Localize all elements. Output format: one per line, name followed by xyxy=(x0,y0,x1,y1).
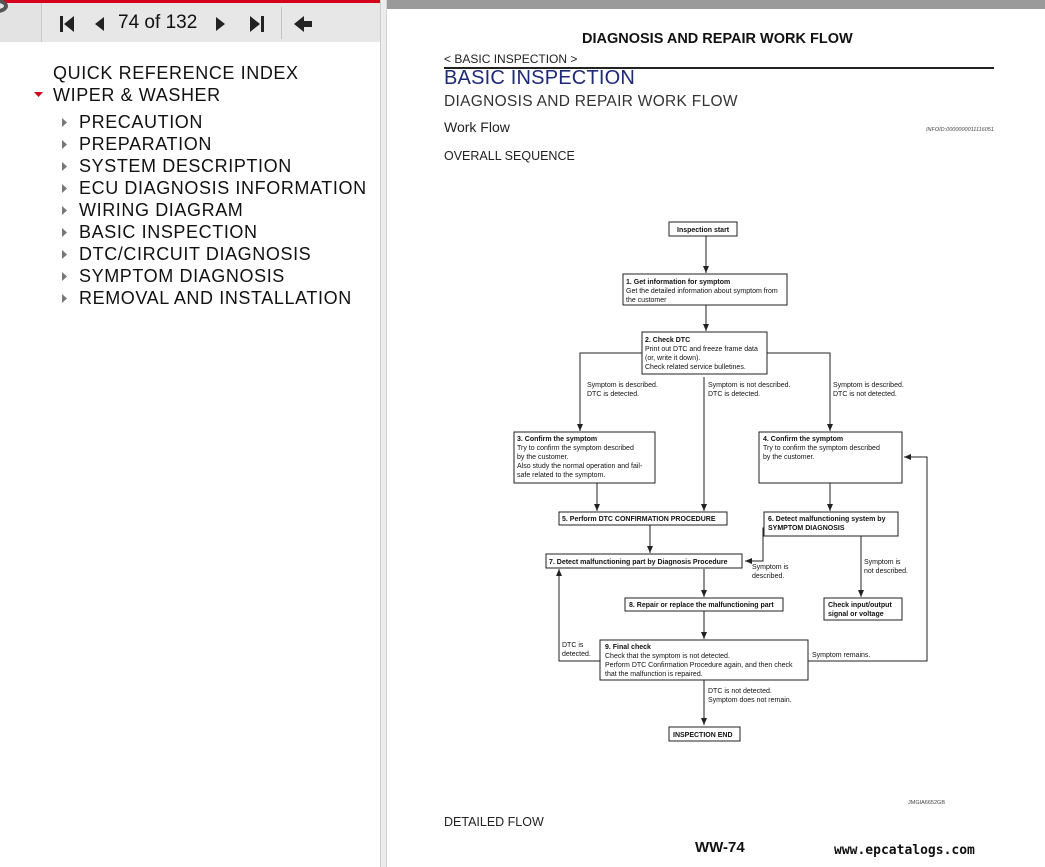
condition-text: Symptom is not described. xyxy=(708,382,791,389)
node-text: safe related to the symptom. xyxy=(517,472,606,479)
flow-condition-not-described xyxy=(864,559,908,575)
flow-node-step5 xyxy=(559,512,727,525)
node-text: Perform DTC Confirmation Procedure again, and then check xyxy=(605,662,793,669)
previous-page-button[interactable] xyxy=(90,10,108,38)
node-text: 4. Confirm the symptom xyxy=(763,436,844,443)
collapsed-arrow-icon xyxy=(58,111,70,133)
node-text: Also study the normal operation and fail- xyxy=(517,463,643,470)
collapsed-arrow-icon xyxy=(58,199,70,221)
skip-to-last-icon xyxy=(248,14,266,34)
condition-text: Symptom does not remain. xyxy=(708,697,792,704)
node-text: Check that the symptom is not detected. xyxy=(605,653,730,660)
flow-node-step4 xyxy=(759,432,902,483)
navigation-pane xyxy=(0,0,380,867)
page-toolbar xyxy=(0,0,380,42)
toc-item-label: WIRING DIAGRAM xyxy=(79,200,244,220)
condition-text: DTC is detected. xyxy=(708,391,761,398)
flow-node-start xyxy=(669,222,737,236)
node-text: 3. Confirm the symptom xyxy=(517,436,598,443)
figure-id: JMGIA6652GB xyxy=(908,800,945,806)
condition-text: Symptom remains. xyxy=(812,652,871,659)
node-text: Inspection start xyxy=(677,227,730,234)
skip-to-first-icon xyxy=(58,14,76,34)
section-title: BASIC INSPECTION xyxy=(444,67,636,89)
flow-condition-left xyxy=(587,382,658,398)
back-button[interactable] xyxy=(290,10,316,38)
watermark: www.epcatalogs.com xyxy=(834,843,975,858)
node-text: INSPECTION END xyxy=(673,732,733,739)
first-page-button[interactable] xyxy=(54,10,80,38)
toc-item-label: ECU DIAGNOSIS INFORMATION xyxy=(79,178,367,198)
page-number: WW-74 xyxy=(695,839,745,856)
condition-text: Symptom is described. xyxy=(833,382,904,389)
page-of-label: of xyxy=(144,12,161,33)
node-text: by the customer. xyxy=(517,454,569,461)
workflow-heading: Work Flow xyxy=(444,119,510,135)
toc-item-label: SYSTEM DESCRIPTION xyxy=(79,156,292,176)
collapsed-arrow-icon xyxy=(58,265,70,287)
condition-text: DTC is not detected. xyxy=(708,688,772,695)
node-text: Check related service bulletines. xyxy=(645,364,746,371)
next-page-button[interactable] xyxy=(212,10,230,38)
toc-item-label: SYMPTOM DIAGNOSIS xyxy=(79,266,285,286)
toc-item-label: WIPER & WASHER xyxy=(53,85,221,105)
condition-text: DTC is detected. xyxy=(587,391,640,398)
node-text: Print out DTC and freeze frame data xyxy=(645,346,758,353)
collapsed-arrow-icon xyxy=(58,221,70,243)
toc-item-label: REMOVAL AND INSTALLATION xyxy=(79,288,352,308)
last-page-button[interactable] xyxy=(244,10,270,38)
node-text: that the malfunction is repaired. xyxy=(605,671,703,678)
flow-node-step2 xyxy=(642,332,767,374)
condition-text: DTC is not detected. xyxy=(833,391,897,398)
flow-node-step8 xyxy=(625,598,783,611)
document-page xyxy=(388,9,1045,867)
logo xyxy=(0,3,42,42)
expanded-arrow-icon xyxy=(32,84,44,106)
flow-condition-dtc-detected xyxy=(562,642,591,658)
section-subtitle: DIAGNOSIS AND REPAIR WORK FLOW xyxy=(444,93,738,110)
condition-text: Symptom is xyxy=(752,564,789,571)
flow-condition-described xyxy=(752,564,789,580)
node-text: the customer xyxy=(626,297,667,304)
toc-item-label: QUICK REFERENCE INDEX xyxy=(53,63,299,83)
flow-node-end xyxy=(669,727,740,741)
back-arrow-icon xyxy=(293,14,313,34)
toc-item-label: BASIC INSPECTION xyxy=(79,222,258,242)
node-text: signal or voltage xyxy=(828,611,884,618)
detailed-flow-heading: DETAILED FLOW xyxy=(444,815,544,829)
collapsed-arrow-icon xyxy=(58,133,70,155)
condition-text: Symptom is xyxy=(864,559,901,566)
breadcrumb: < BASIC INSPECTION > xyxy=(444,52,578,66)
node-text: Get the detailed information about symptom from xyxy=(626,288,778,295)
flow-node-step9 xyxy=(600,640,808,680)
node-text: Try to confirm the symptom described xyxy=(517,445,634,452)
condition-text: DTC is xyxy=(562,642,584,649)
viewer-top-bar xyxy=(387,0,1045,9)
flow-condition-end xyxy=(708,688,792,704)
condition-text: not described. xyxy=(864,568,908,575)
next-page-icon xyxy=(215,14,227,34)
condition-text: described. xyxy=(752,573,785,580)
node-text: 5. Perform DTC CONFIRMATION PROCEDURE xyxy=(562,516,716,523)
info-id: INFOID:0000000011116051 xyxy=(926,127,994,133)
collapsed-arrow-icon xyxy=(58,243,70,265)
condition-text: detected. xyxy=(562,651,591,658)
node-text: 6. Detect malfunctioning system by xyxy=(768,516,886,523)
collapsed-arrow-icon xyxy=(58,287,70,309)
flow-condition-symptom-remains xyxy=(812,652,870,659)
page-header: DIAGNOSIS AND REPAIR WORK FLOW xyxy=(582,31,853,47)
node-text: 8. Repair or replace the malfunctioning part xyxy=(629,602,774,609)
flow-condition-middle xyxy=(708,382,791,398)
node-text: (or, write it down). xyxy=(645,355,701,362)
node-text: Try to confirm the symptom described xyxy=(763,445,880,452)
overall-sequence-heading: OVERALL SEQUENCE xyxy=(444,149,575,163)
toc-item-label: DTC/CIRCUIT DIAGNOSIS xyxy=(79,244,312,264)
flow-node-step3 xyxy=(514,432,655,483)
previous-page-icon xyxy=(93,14,105,34)
page-counter xyxy=(118,12,197,34)
node-text: 1. Get information for symptom xyxy=(626,279,731,286)
collapsed-arrow-icon xyxy=(58,177,70,199)
flow-node-check-io xyxy=(824,598,902,620)
node-text: 2. Check DTC xyxy=(645,337,691,344)
work-flow-diagram xyxy=(388,9,1045,867)
node-text: 7. Detect malfunctioning part by Diagnosis Procedure xyxy=(549,559,728,566)
collapsed-arrow-icon xyxy=(58,155,70,177)
toc-item-label: PREPARATION xyxy=(79,134,212,154)
node-text: 9. Final check xyxy=(605,644,651,651)
flow-node-step6 xyxy=(764,512,898,536)
toc-item-label: PRECAUTION xyxy=(79,112,204,132)
current-page-number: 74 xyxy=(118,12,140,33)
flow-node-step7 xyxy=(546,554,742,568)
condition-text: Symptom is described. xyxy=(587,382,658,389)
node-text: Check input/output xyxy=(828,602,892,609)
node-text: by the customer. xyxy=(763,454,815,461)
total-pages: 132 xyxy=(165,12,198,33)
node-text: SYMPTOM DIAGNOSIS xyxy=(768,525,845,532)
flow-condition-right xyxy=(833,382,904,398)
flow-node-step1 xyxy=(623,274,787,305)
pane-splitter[interactable] xyxy=(380,0,387,867)
